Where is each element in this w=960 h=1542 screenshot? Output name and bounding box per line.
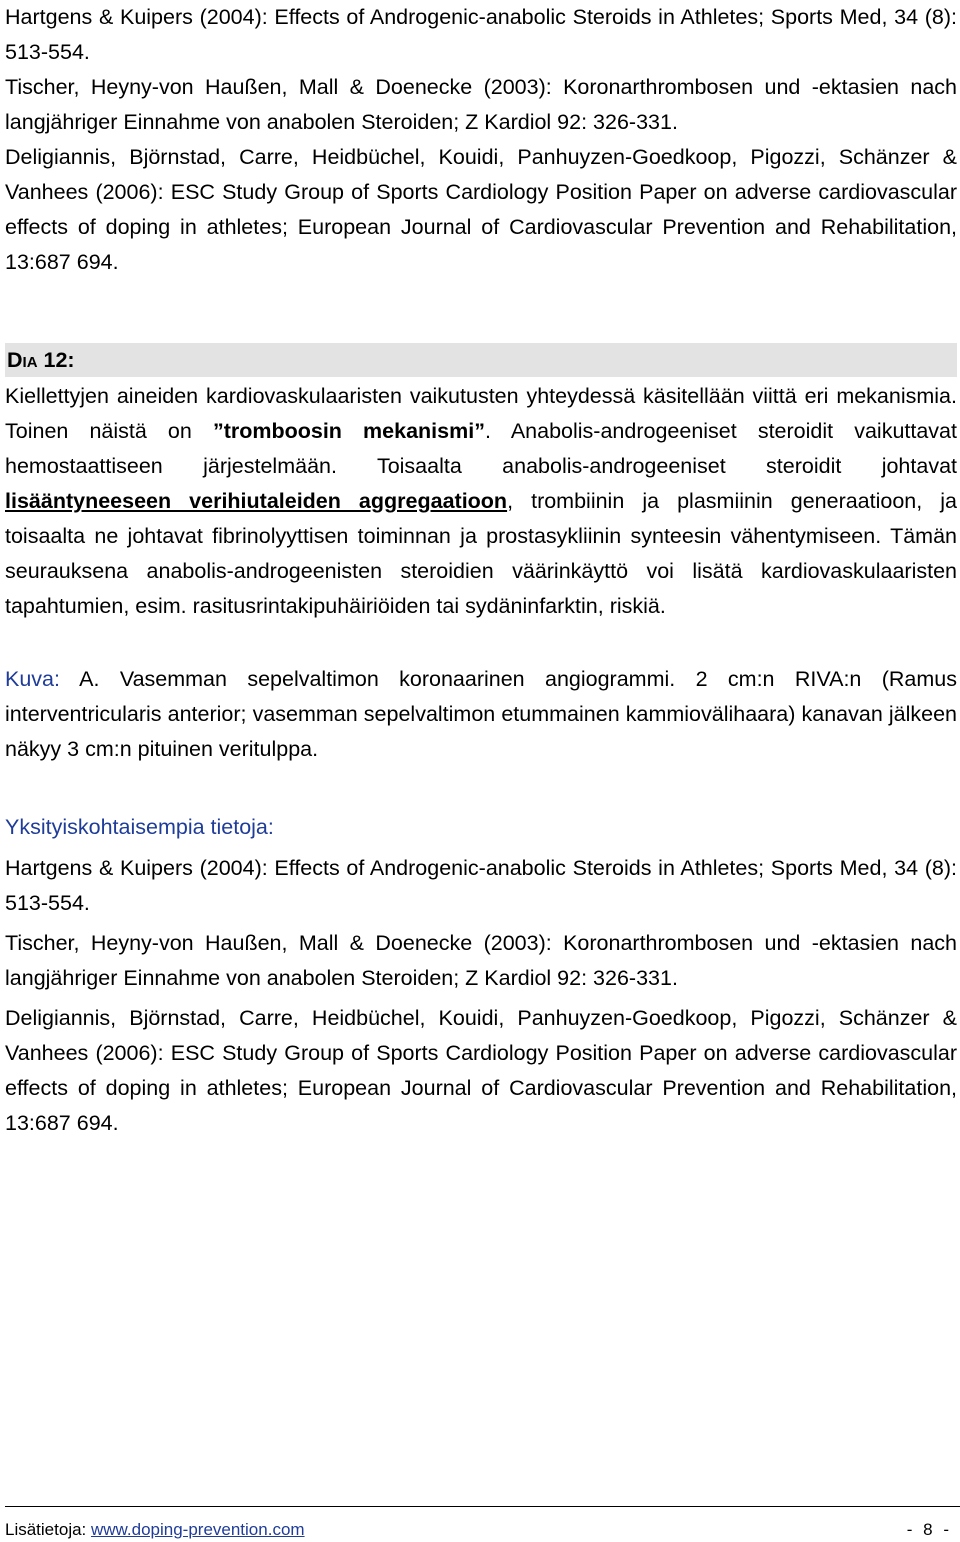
slide-heading-smallcaps: IA — [22, 354, 38, 371]
reference-hartgens-top: Hartgens & Kuipers (2004): Effects of Androgenic-anabolic Steroids in Athletes; Sports Med, 34 (8): 513-554. — [5, 5, 957, 64]
body-text-1: Kiellettyjen aineiden kardiovaskulaaristen vaikutusten yhteydessä käsitellään viittä eri mekanismia. Toinen näistä on — [5, 384, 957, 443]
details-heading: Yksityiskohtaisempia tietoja: — [5, 815, 274, 839]
figure-caption — [5, 662, 957, 767]
slide-heading — [5, 343, 957, 377]
body-bold-tromboosi: ”tromboosin mekanismi” — [212, 419, 485, 443]
reference-tischer-top: Tischer, Heyny-von Haußen, Mall & Doenecke (2003): Koronarthrombosen und -ektasien nach langjähriger Einnahme von anabolen Steroiden; Z Kardiol 92: 326-331. — [5, 75, 957, 134]
document-page — [5, 0, 957, 1141]
reference-deligiannis: Deligiannis, Björnstad, Carre, Heidbüchel, Kouidi, Panhuyzen-Goedkoop, Pigozzi, Schänzer & Vanhees (2006): ESC Study Group of Sports Cardiology Position Paper on adverse cardiovascular effects of doping in athletes; European Journal of Cardiovascular Prevention and Rehabilitation, 13:687 694. — [5, 1006, 957, 1135]
body-text-3: , trombiinin ja plasmiinin generaatioon, ja toisaalta ne johtavat fibrinolyyttisen toiminnan ja prostasykliinin synteesin vähentymiseen. Tämän seurauksena anabolis-androgeenisten steroidien väärinkäyttö voi lisätä kardiovaskulaaristen tapahtumien, esim. rasitusrintakipuhäiriöiden tai sydäninfarktin, riskiä. — [5, 489, 958, 618]
slide-heading-number: 12: — [37, 348, 75, 372]
body-text-2: . Anabolis-androgeeniset steroidit vaikuttavat hemostaattiseen järjestelmään. Toisaalta anabolis-androgeeniset steroidit johtavat — [5, 419, 957, 478]
body-underlined-aggregaatio: lisääntyneeseen verihiutaleiden aggregaatioon — [5, 489, 508, 513]
figure-label: Kuva: — [5, 667, 60, 691]
footer-label: Lisätietoja: — [5, 1520, 91, 1539]
reference-tischer: Tischer, Heyny-von Haußen, Mall & Doenecke (2003): Koronarthrombosen und -ektasien nach langjähriger Einnahme von anabolen Steroiden; Z Kardiol 92: 326-331. — [5, 931, 957, 990]
footer-link[interactable]: www.doping-prevention.com — [91, 1520, 305, 1539]
figure-text: A. Vasemman sepelvaltimon koronaarinen angiogrammi. 2 cm:n RIVA:n (Ramus interventricularis anterior; vasemman sepelvaltimon etummainen kammiovälihaara) kanavan jälkeen näkyy 3 cm:n pituinen veritulppa. — [5, 667, 957, 761]
slide-heading-initial: D — [7, 348, 23, 372]
page-number: - 8 - — [906, 1520, 952, 1539]
page-footer — [5, 1506, 960, 1542]
reference-deligiannis-top: Deligiannis, Björnstad, Carre, Heidbüchel, Kouidi, Panhuyzen-Goedkoop, Pigozzi, Schänzer & Vanhees (2006): ESC Study Group of Sports Cardiology Position Paper on adverse cardiovascular effects of doping in athletes; European Journal of Cardiovascular Prevention and Rehabilitation, 13:687 694. — [5, 145, 957, 274]
reference-hartgens: Hartgens & Kuipers (2004): Effects of Androgenic-anabolic Steroids in Athletes; Sports Med, 34 (8): 513-554. — [5, 856, 957, 915]
body-paragraph — [5, 379, 957, 624]
